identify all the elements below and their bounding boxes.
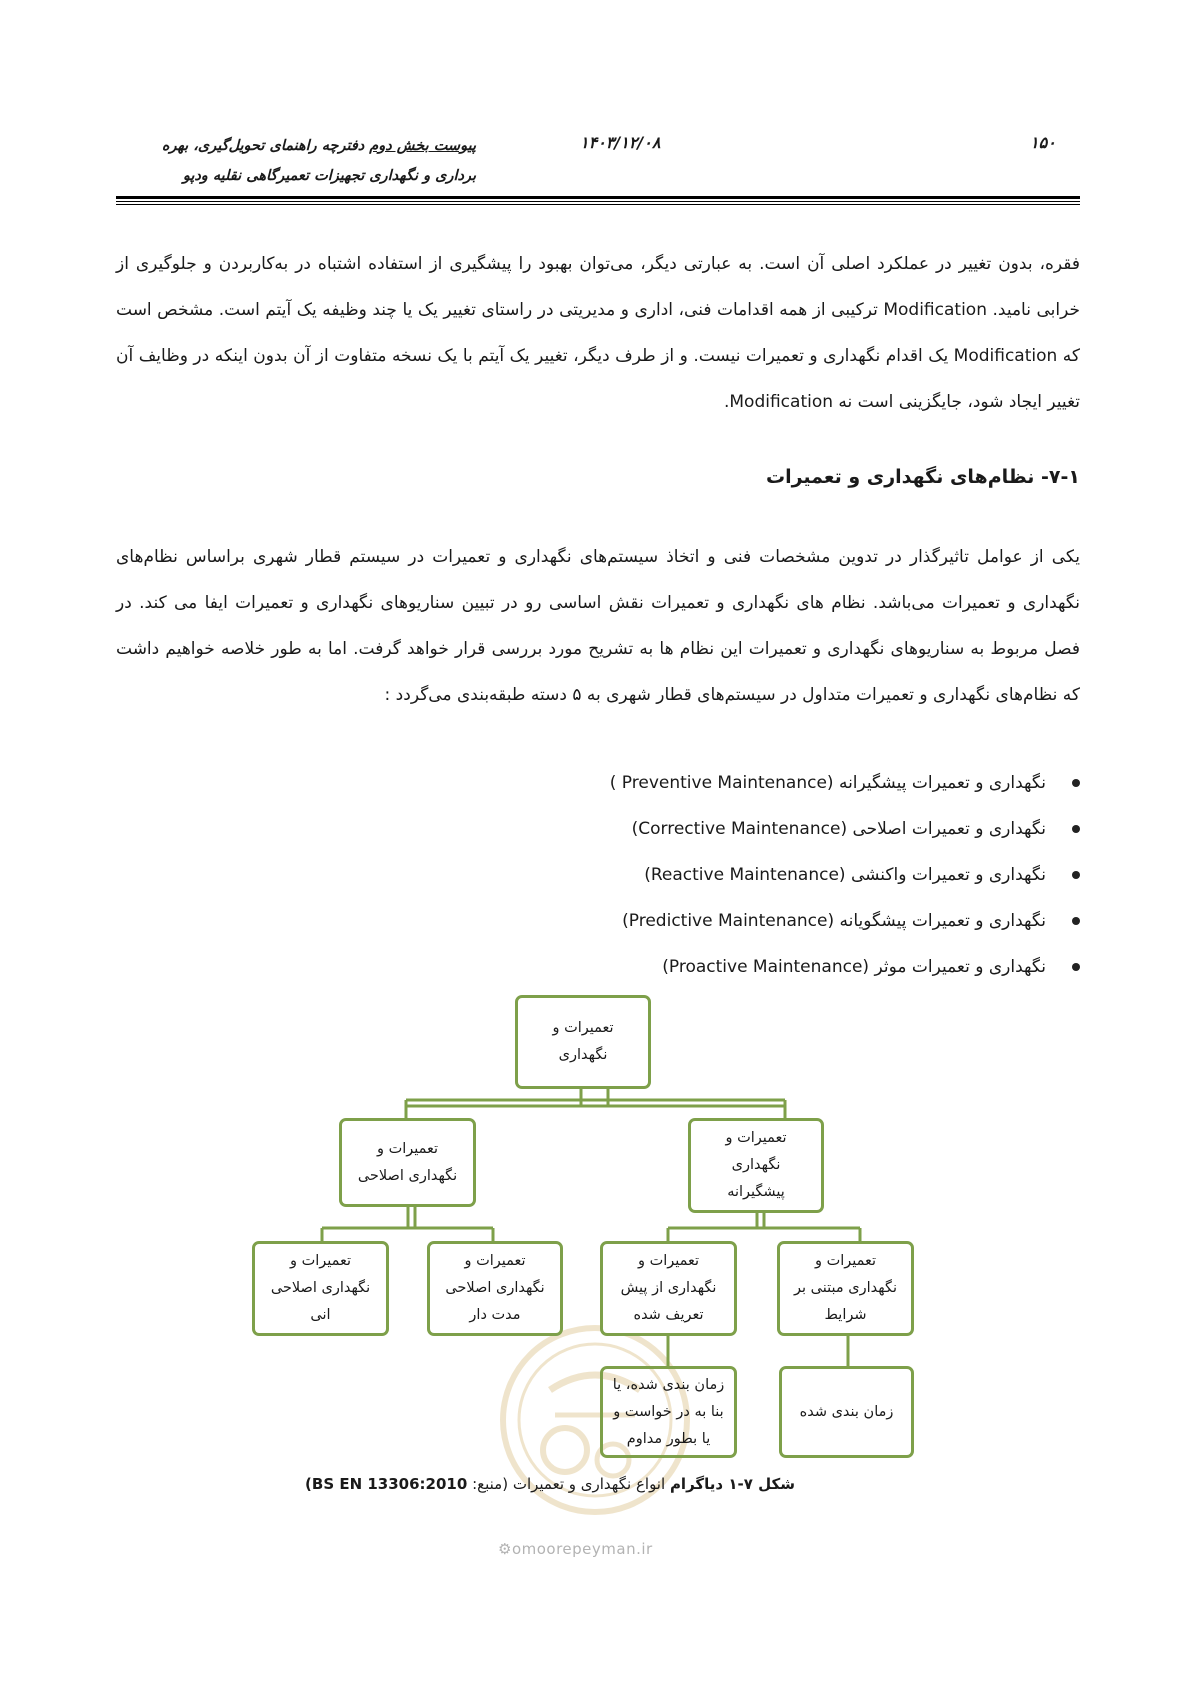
- list-item: نگهداری و تعمیرات واکنشی (Reactive Maintenance): [610, 852, 1080, 898]
- node-immediate-corrective: تعمیرات و نگهداری اصلاحی انی: [252, 1241, 389, 1336]
- node-predetermined: تعمیرات و نگهداری از پیش تعریف شده: [600, 1241, 737, 1336]
- list-item: نگهداری و تعمیرات پیشگویانه (Predictive Maintenance): [610, 898, 1080, 944]
- list-item: نگهداری و تعمیرات پیشگیرانه (Preventive Maintenance ): [610, 760, 1080, 806]
- list-item: نگهداری و تعمیرات اصلاحی (Corrective Maintenance): [610, 806, 1080, 852]
- node-condition-based: تعمیرات و نگهداری مبتنی بر شرایط: [777, 1241, 914, 1336]
- section-heading: ۷-۱- نظام‌های نگهداری و تعمیرات: [765, 466, 1080, 488]
- paragraph-modification: فقره، بدون تغییر در عملکرد اصلی آن است. به عبارتی دیگر، می‌توان بهبود را پیشگیری از استفاده اشتباه در به‌کاربردن و جلوگیری از خرابی نامید. Modification ترکیبی از همه اقدامات فنی، اداری و مدیریتی در راستای تغییر یک یا چند وظیفه یک آیتم است. مشخص است که Modification یک اقدام نگهداری و تعمیرات نیست. و از طرف دیگر، تغییر یک آیتم با یک نسخه متفاوت از آن بدون اینکه در وظایف آن تغییر ایجاد شود، جایگزینی است نه Modification.: [116, 254, 1081, 412]
- node-deferred-corrective: تعمیرات و نگهداری اصلاحی مدت دار: [427, 1241, 563, 1336]
- page-number: ۱۵۰: [1030, 133, 1056, 152]
- header-title-underlined: پیوست بخش دوم: [369, 138, 476, 154]
- node-scheduled-on-request-continuous: زمان بندی شده، یا بنا به در خواست و یا بطور مداوم: [600, 1366, 737, 1458]
- figure-caption: شکل ۷-۱ دیاگرام انواع نگهداری و تعمیرات (منبع: BS EN 13306:2010): [305, 1475, 795, 1493]
- paragraph-systems: یکی از عوامل تاثیرگذار در تدوین مشخصات فنی و اتخاذ سیستم‌های نگهداری و تعمیرات در سیستم قطار شهری براساس نظام‌های نگهداری و تعمیرات می‌باشد. نظام های نگهداری و تعمیرات نقش اساسی رو در تبیین سناریوهای نگهداری و تعمیرات ایفا می کند. در فصل مربوط به سناریوهای نگهداری و تعمیرات این نظام ها به تشریح مورد بررسی قرار خواهد گرفت. اما به طور خلاصه خواهیم داشت که نظام‌های نگهداری و تعمیرات متداول در سیستم‌های قطار شهری به ۵ دسته طبقه‌بندی می‌گردد :: [116, 547, 1080, 705]
- header-title-rest: دفترچه راهنمای تحویل‌گیری، بهره: [161, 138, 370, 154]
- header-title-line-2: برداری و نگهداری تجهیزات تعمیرگاهی نقلیه ودپو: [182, 168, 476, 184]
- list-item: نگهداری و تعمیرات موثر (Proactive Maintenance): [610, 944, 1080, 990]
- watermark-site: ⚙omoorepeyman.ir: [498, 1540, 653, 1558]
- header-date: ۱۴۰۳/۱۲/۰۸: [580, 133, 661, 152]
- node-preventive: تعمیرات و نگهداری پیشگیرانه: [688, 1118, 824, 1213]
- node-scheduled: زمان بندی شده: [779, 1366, 914, 1458]
- node-maintenance-root: تعمیرات و نگهداری: [515, 995, 651, 1089]
- node-corrective: تعمیرات و نگهداری اصلاحی: [339, 1118, 476, 1207]
